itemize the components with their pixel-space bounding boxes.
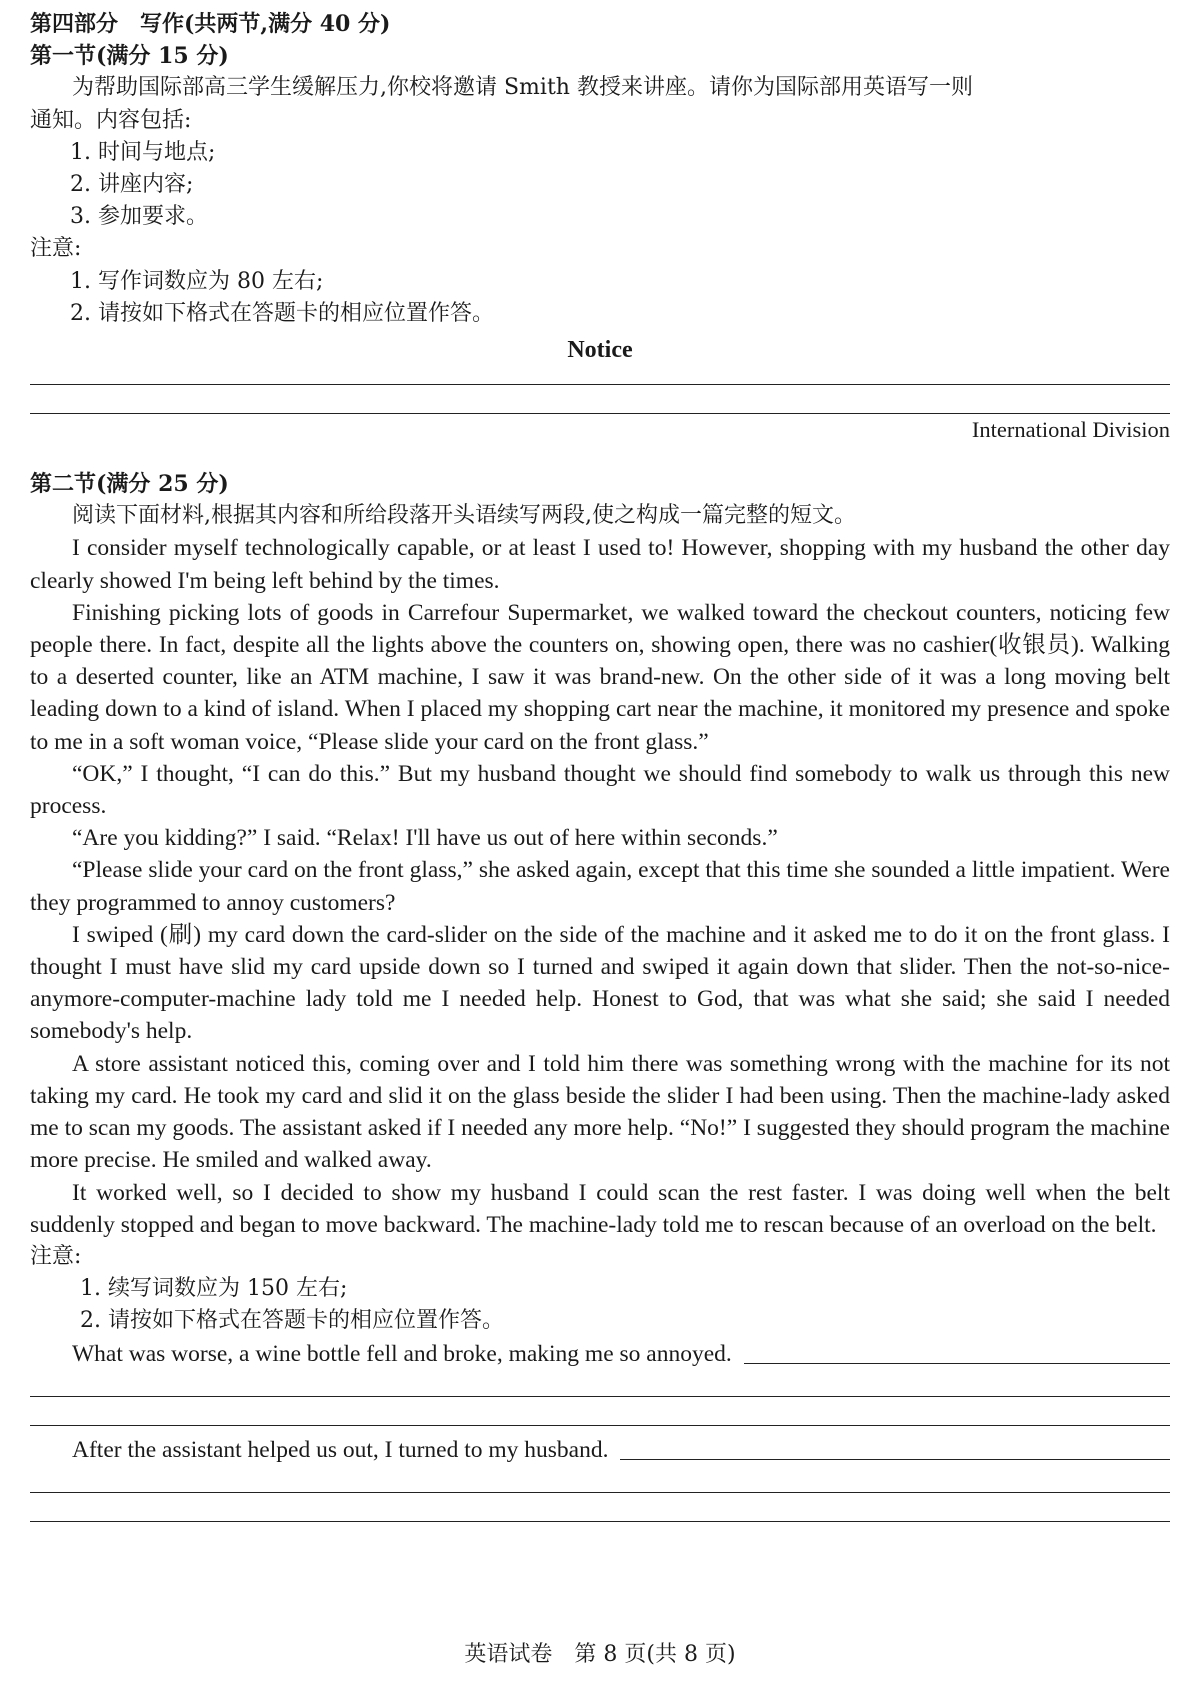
prompt-2-text: After the assistant helped us out, I turned to my husband. [72, 1436, 609, 1463]
part-heading: 第四部分 写作(共两节,满分 40 分) [30, 11, 391, 37]
story-paragraph: “Are you kidding?” I said. “Relax! I'll have us out of here within seconds.” [72, 825, 778, 852]
prompt-1-text: What was worse, a wine bottle fell and broke, making me so annoyed. [72, 1340, 732, 1367]
content-item-1: 1. 时间与地点; [70, 139, 216, 165]
section1-heading: 第一节(满分 15 分) [30, 43, 229, 70]
section2-heading: 第二节(满分 25 分) [30, 471, 229, 498]
story-paragraph: I consider myself technologically capable, or at least I used to! However, shopping with my husband the other day clearly showed I'm being left behind by the times. [30, 535, 1170, 594]
answer-line[interactable] [744, 1362, 1170, 1364]
page-footer: 英语试卷 第 8 页(共 8 页) [464, 1642, 736, 1667]
answer-line[interactable] [620, 1458, 1170, 1460]
continuation-prompt-2 [30, 1434, 1170, 1466]
section2-note-label: 注意: [30, 1243, 82, 1269]
section2-note-2: 2. 请按如下格式在答题卡的相应位置作答。 [80, 1308, 504, 1334]
section1-note-2: 2. 请按如下格式在答题卡的相应位置作答。 [70, 300, 494, 326]
answer-line[interactable] [30, 1521, 1170, 1522]
story-paragraph: “Please slide your card on the front glass,” she asked again, except that this time she sounded a little impatient. Were they programmed to annoy customers? [30, 857, 1170, 916]
continuation-prompt-1 [30, 1338, 1170, 1370]
content-item-3: 3. 参加要求。 [70, 204, 208, 230]
section1-task-line2: 通知。内容包括: [30, 107, 192, 133]
section2-note-1: 1. 续写词数应为 150 左右; [80, 1276, 348, 1302]
story-paragraph: I swiped (刷) my card down the card-slider on the side of the machine and it asked me to do it on the front glass. I thought I must have slid my card upside down so I turned and swiped it again down that slider. Then the not-so-nice-anymore-computer-machine lady told me I needed help. Honest to God, that was what she said; she said I needed somebody's help. [30, 921, 1170, 1045]
story-paragraph: It worked well, so I decided to show my husband I could scan the rest faster. I was doing well when the belt suddenly stopped and began to move backward. The machine-lady told me to rescan because of an overload on the belt. [30, 1179, 1170, 1238]
story-text [30, 532, 1170, 1240]
exam-page [30, 8, 1170, 1522]
section1-note-label: 注意: [30, 236, 82, 262]
notice-signoff: International Division [971, 417, 1170, 443]
notice-title: Notice [567, 337, 633, 364]
story-paragraph: A store assistant noticed this, coming over and I told him there was something wrong with the machine for its not taking my card. He took my card and slid it on the glass beside the slider I had been using. Then the machine-lady asked me to scan my goods. The assistant asked if I needed any more help. “No!” I suggested they should program the machine more precise. He smiled and walked away. [30, 1050, 1170, 1174]
section1-task-line1: 为帮助国际部高三学生缓解压力,你校将邀请 Smith 教授来讲座。请你为国际部用英语写一则 [72, 75, 973, 101]
story-paragraph: “OK,” I thought, “I can do this.” But my husband thought we should find somebody to walk us through this new process. [30, 760, 1170, 820]
story-paragraph: Finishing picking lots of goods in Carrefour Supermarket, we walked toward the checkout counters, noticing few people there. In fact, despite all the lights above the counters on, showing open, there was no cashier(收银员). Walking to a deserted counter, like an ATM machine, I saw it was brand-new. On the other side of it was a long moving belt leading down to a kind of island. When I placed my shopping cart near the machine, it monitored my presence and spoke to me in a soft woman voice, “Please slide your card on the front glass.” [30, 599, 1170, 755]
section2-instruction: 阅读下面材料,根据其内容和所给段落开头语续写两段,使之构成一篇完整的短文。 [72, 503, 856, 529]
content-item-2: 2. 讲座内容; [70, 172, 194, 198]
section1-note-1: 1. 写作词数应为 80 左右; [70, 268, 324, 294]
